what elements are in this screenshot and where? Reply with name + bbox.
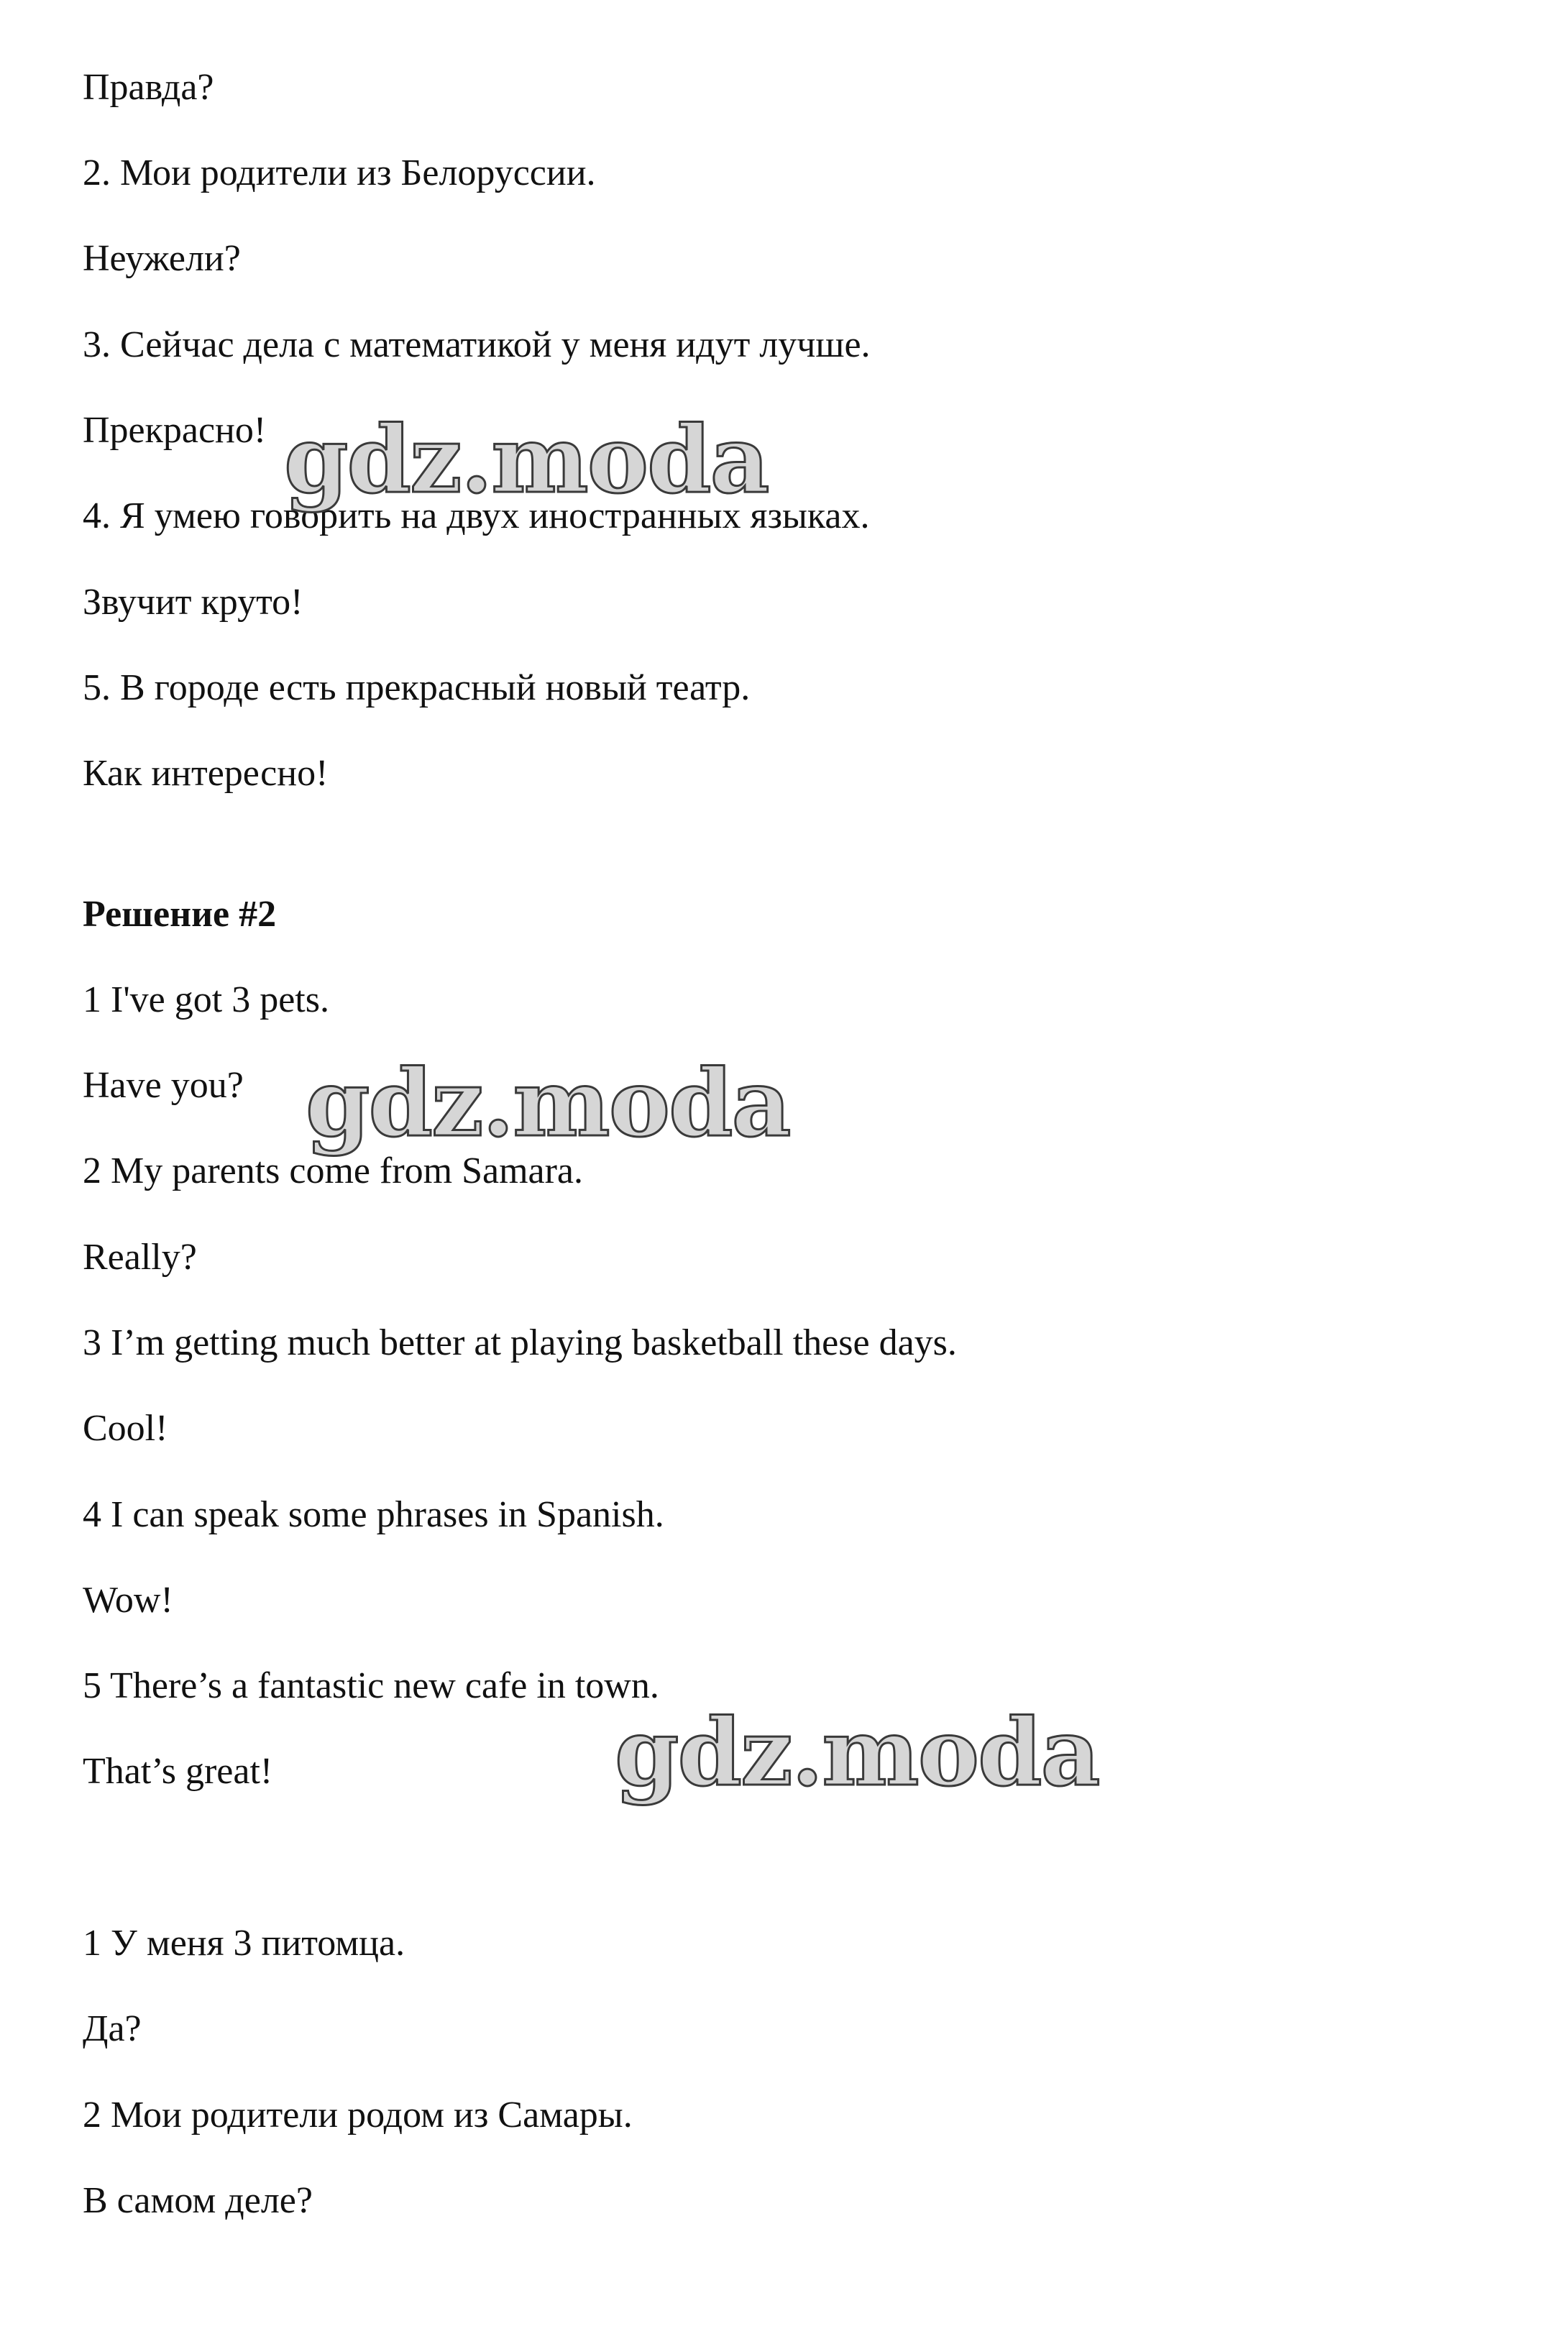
text-line: Have you? xyxy=(83,1065,244,1106)
text-line: That’s great! xyxy=(83,1751,273,1792)
text-line: Да? xyxy=(83,2008,142,2049)
text-line: Как интересно! xyxy=(83,753,329,794)
text-line: Правда? xyxy=(83,67,214,108)
watermark-logo: gdz.moda xyxy=(615,1699,1099,1807)
watermark-logo: gdz.moda xyxy=(284,406,769,514)
text-line: 2 My parents come from Samara. xyxy=(83,1150,584,1191)
text-line: 5 There’s a fantastic new cafe in town. xyxy=(83,1665,659,1706)
text-line: Really? xyxy=(83,1237,197,1278)
watermark-logo: gdz.moda xyxy=(306,1050,790,1158)
text-line: 1 I've got 3 pets. xyxy=(83,979,329,1020)
section-heading: Решение #2 xyxy=(83,894,277,935)
text-line: В самом деле? xyxy=(83,2180,313,2221)
text-line: Звучит круто! xyxy=(83,582,303,623)
text-line: 1 У меня 3 питомца. xyxy=(83,1923,405,1964)
text-line: 5. В городе есть прекрасный новый театр. xyxy=(83,667,751,708)
text-line: Wow! xyxy=(83,1580,173,1621)
text-line: 2. Мои родители из Белоруссии. xyxy=(83,152,596,193)
text-line: 3. Сейчас дела с математикой у меня идут лучше. xyxy=(83,324,871,365)
text-line: Cool! xyxy=(83,1408,168,1449)
text-line: Неужели? xyxy=(83,238,241,279)
text-line: 3 I’m getting much better at playing basketball these days. xyxy=(83,1322,957,1363)
text-line: 2 Мои родители родом из Самары. xyxy=(83,2095,633,2136)
text-line: Прекрасно! xyxy=(83,410,267,451)
text-line: 4 I can speak some phrases in Spanish. xyxy=(83,1494,664,1535)
text-line: 4. Я умею говорить на двух иностранных языках. xyxy=(83,495,870,536)
